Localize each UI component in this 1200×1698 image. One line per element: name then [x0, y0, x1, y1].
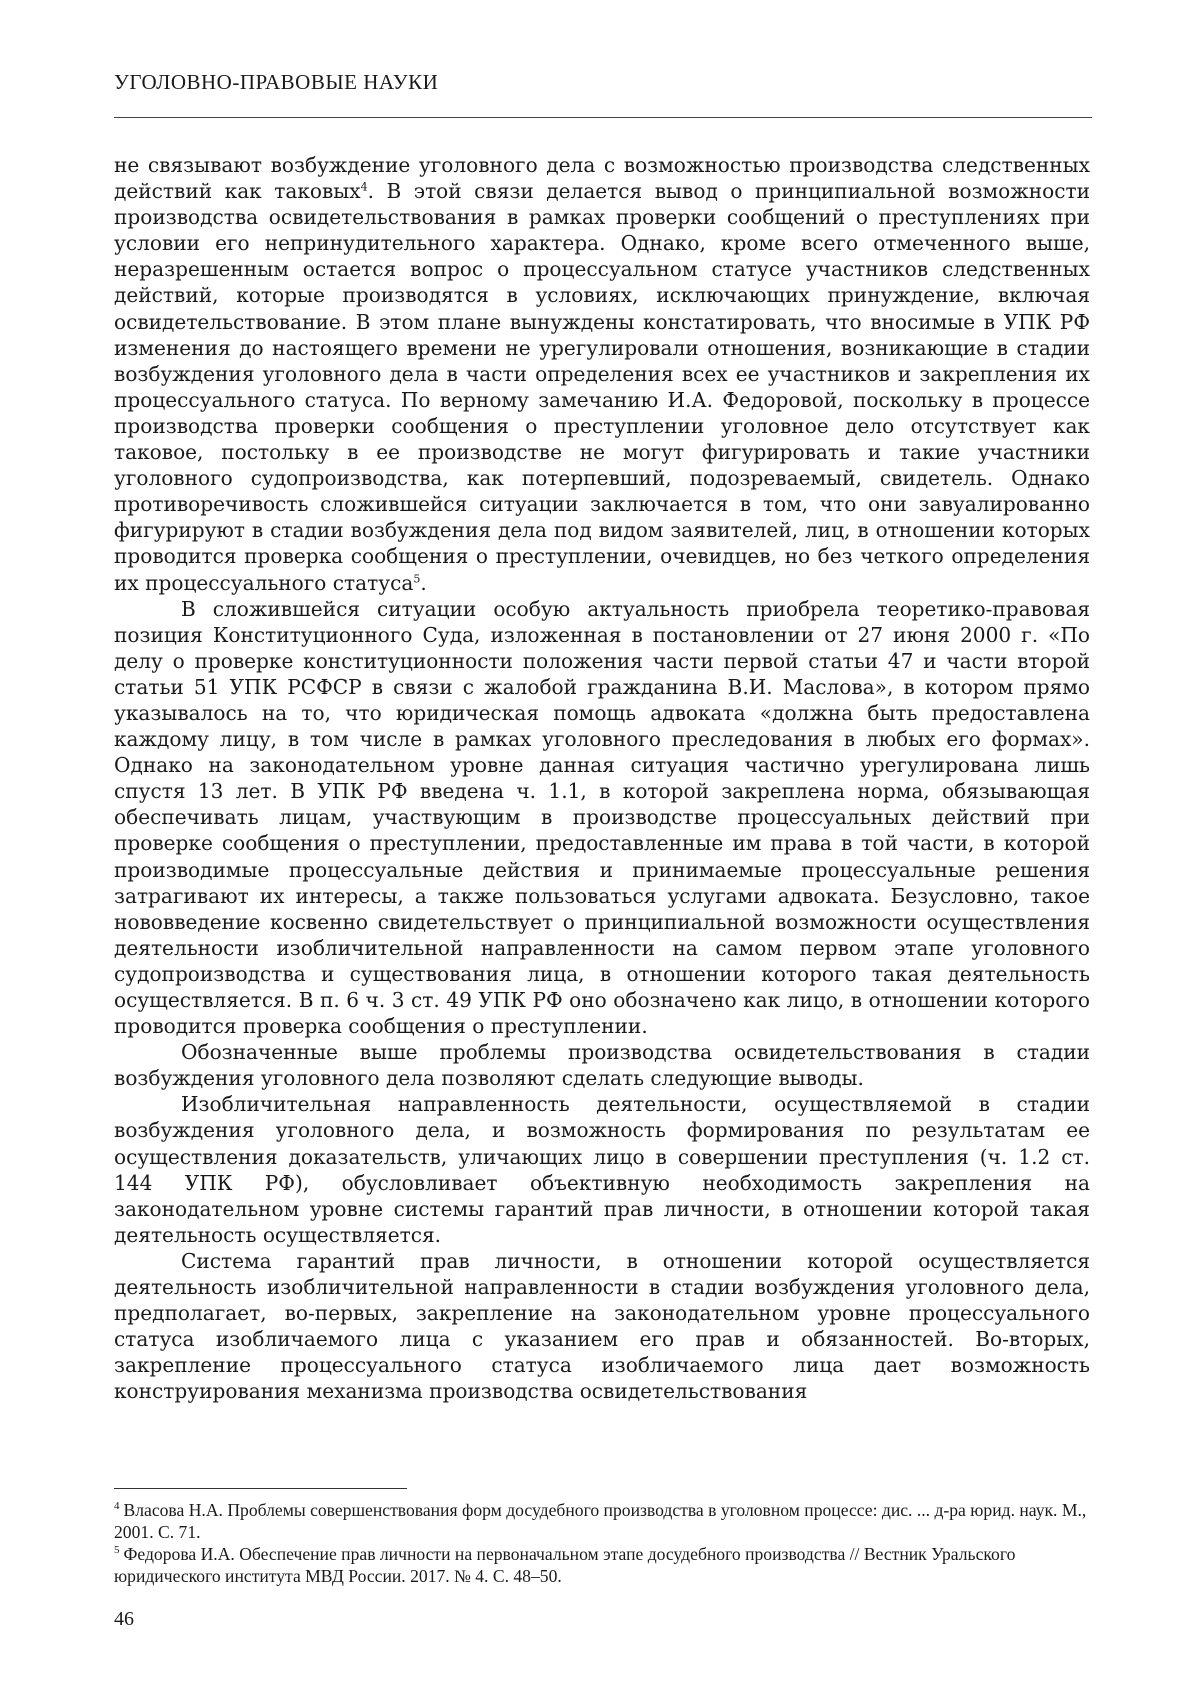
footnote-text: Федорова И.А. Обеспечение прав личности на первоначальном этапе досудебного производства // Вестник Уральского юридического института МВД России. 2017. № 4. С. 48–50. [114, 1544, 1015, 1586]
paragraph-4: Изобличительная направленность деятельности, осуществляемой в стадии возбуждения уголовного дела, и возможность формирования по результатам ее осуществления доказательств, уличающих лицо в совершении преступления (ч. 1.2 ст. 144 УПК РФ), обусловливает объективную необходимость закрепления на законодательном уровне системы гарантий прав личности, в отношении которой такая деятельность осуществляется. [114, 1091, 1090, 1248]
paragraph-1-part-b: . В этой связи делается вывод о принципиальной возможности производства освидетельствования в рамках проверки сообщений о преступлениях при условии его непринудительного характера. Однако, кроме всего отмеченного выше, неразрешенным остается вопрос о процессуальном статусе участников следственных действий, которые производятся в условиях, исключающих принуждение, включая освидетельствование. В этом плане вынуждены констатировать, что вносимые в УПК РФ изменения до настоящего времени не урегулировали отношения, возникающие в стадии возбуждения уголовного дела в части определения всех ее участников и закрепления их процессуального статуса. По верному замечанию И.А. Федоровой, поскольку в процессе производства проверки сообщения о преступлении уголовное дело отсутствует как таковое, постольку в ее производстве не могут фигурировать и такие участники уголовного судопроизводства, как потерпевший, подозреваемый, свидетель. Однако противоречивость сложившейся ситуации заключается в том, что они завуалированно фигурируют в стадии возбуждения дела под видом заявителей, лиц, в отношении которых проводится проверка сообщения о преступлении, очевидцев, но без четкого определения их процессуального статуса [114, 179, 1090, 594]
footnote-number: 5 [114, 1544, 120, 1556]
page-number: 46 [114, 1608, 134, 1631]
body-text [114, 152, 1090, 1405]
paragraph-5: Система гарантий прав личности, в отношении которой осуществляется деятельность изобличительной направленности в стадии возбуждения уголовного дела, предполагает, во-первых, закрепление на законодательном уровне процессуального статуса изобличаемого лица с указанием его прав и обязанностей. Во-вторых, закрепление процессуального статуса изобличаемого лица дает возможность конструирования механизма производства освидетельствования [114, 1248, 1090, 1405]
footnote-separator [114, 1488, 407, 1489]
paragraph-1 [114, 152, 1090, 596]
footnote-5 [114, 1543, 1096, 1587]
running-header: УГОЛОВНО-ПРАВОВЫЕ НАУКИ [114, 70, 438, 95]
paragraph-2: В сложившейся ситуации особую актуальность приобрела теоретико-правовая позиция Конституционного Суда, изложенная в постановлении от 27 июня 2000 г. «По делу о проверке конституционности положения части первой статьи 47 и части второй статьи 51 УПК РСФСР в связи с жалобой гражданина В.И. Маслова», в котором прямо указывалось на то, что юридическая помощь адвоката «должна быть предоставлена каждому лицу, в том числе в рамках уголовного преследования в любых его формах». Однако на законодательном уровне данная ситуация частично урегулирована лишь спустя 13 лет. В УПК РФ введена ч. 1.1, в которой закреплена норма, обязывающая обеспечивать лицам, участвующим в производстве процессуальных действий при проверке сообщения о преступлении, предоставленные им права в той части, в которой производимые процессуальные действия и принимаемые процессуальные решения затрагивают их интересы, а также пользоваться услугами адвоката. Безусловно, такое нововведение косвенно свидетельствует о принципиальной возможности осуществления деятельности изобличительной направленности на самом первом этапе уголовного судопроизводства и существования лица, в отношении которого такая деятельность осуществляется. В п. 6 ч. 3 ст. 49 УПК РФ оно обозначено как лицо, в отношении которого проводится проверка сообщения о преступлении. [114, 596, 1090, 1040]
paragraph-3: Обозначенные выше проблемы производства освидетельствования в стадии возбуждения уголовного дела позволяют сделать следующие выводы. [114, 1039, 1090, 1091]
footnote-ref-4: 4 [361, 180, 368, 193]
header-rule [114, 117, 1092, 118]
footnote-4 [114, 1499, 1096, 1543]
footnotes [114, 1499, 1096, 1587]
footnote-number: 4 [114, 1500, 120, 1512]
footnote-ref-5: 5 [413, 572, 420, 585]
footnote-text: Власова Н.А. Проблемы совершенствования форм досудебного производства в уголовном процессе: дис. ... д-ра юрид. наук. М., 2001. С. 71. [114, 1500, 1086, 1542]
paragraph-1-part-a: не связывают возбуждение уголовного дела с возможностью производства следственных действий как таковых [114, 153, 1090, 203]
paragraph-1-part-c: . [420, 571, 426, 595]
